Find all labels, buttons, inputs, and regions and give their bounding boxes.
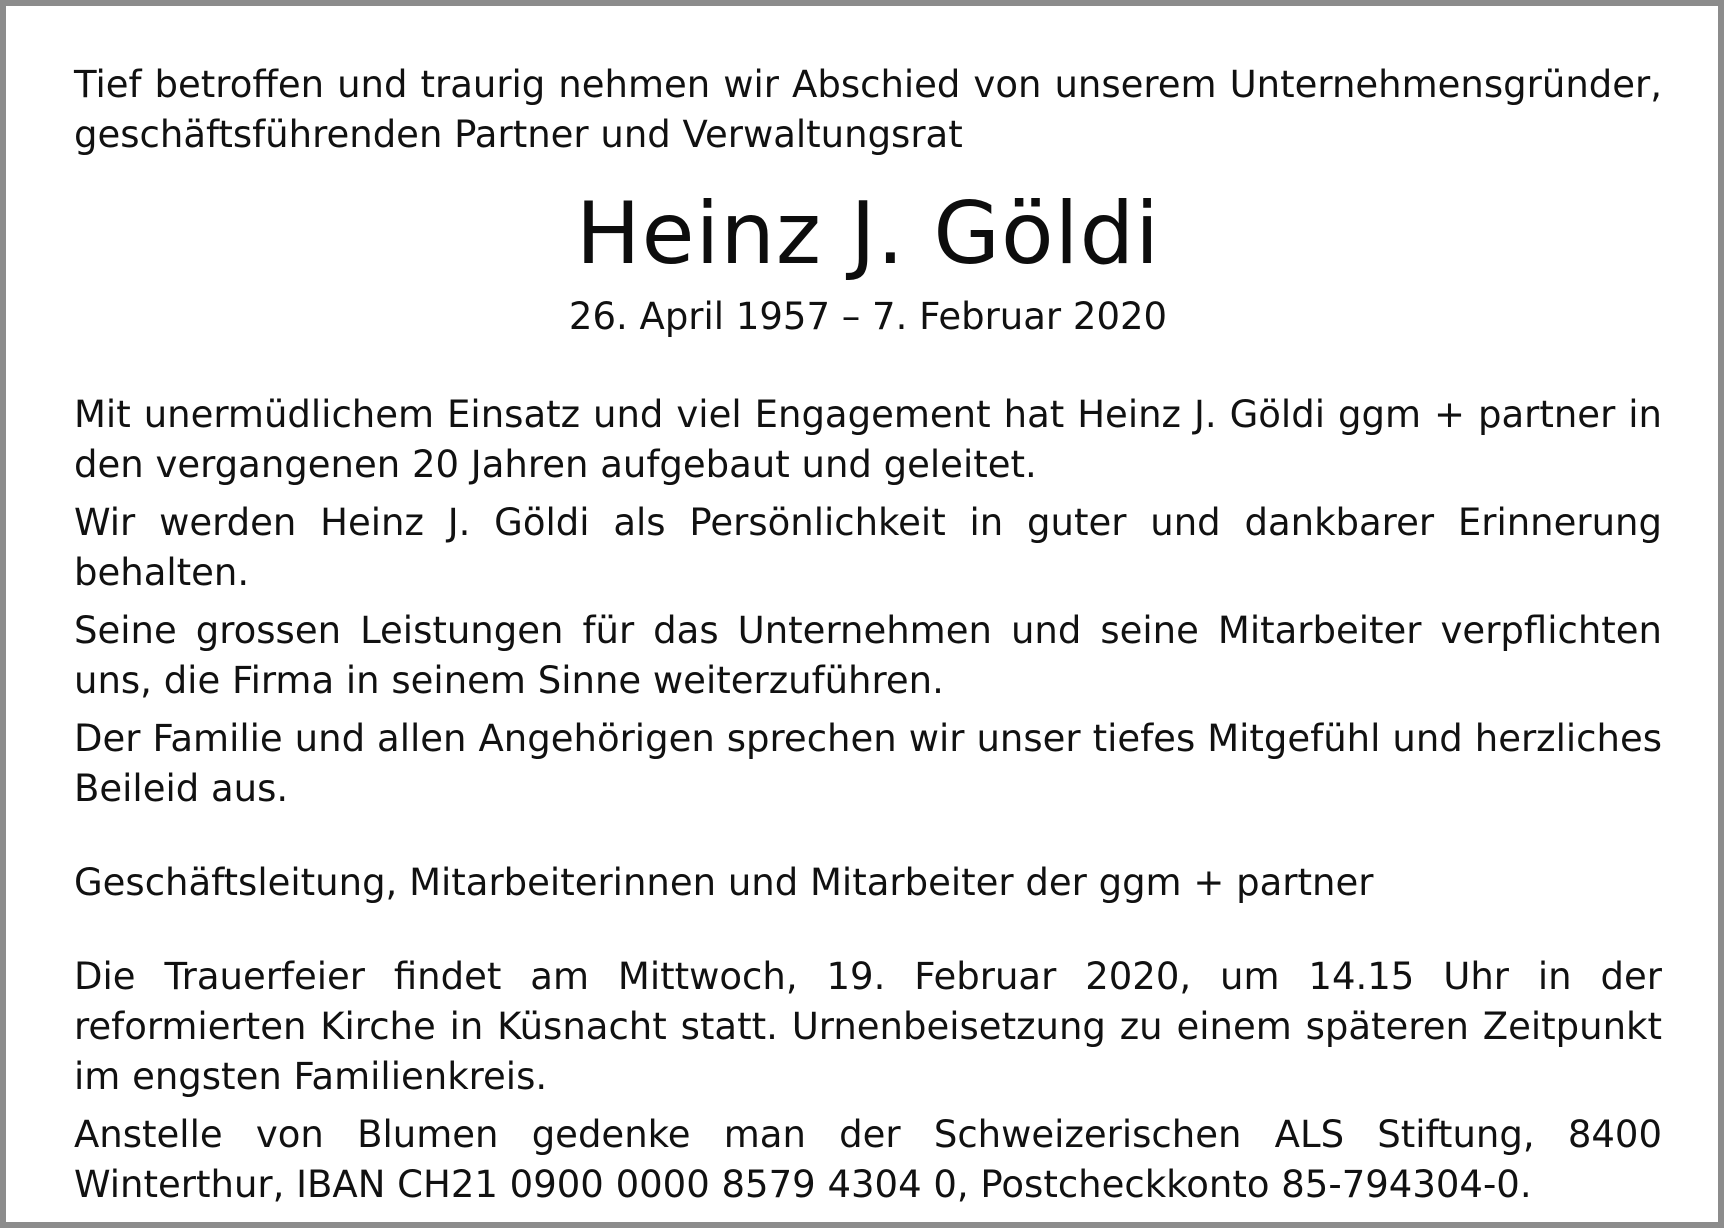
- deceased-name: Heinz J. Göldi: [575, 184, 1161, 284]
- life-dates: 26. April 1957 – 7. Februar 2020: [568, 295, 1168, 338]
- ceremony-info: Die Trauerfeier findet am Mittwoch, 19. Februar 2020, um 14.15 Uhr in der reformierten Kirche in Küsnacht statt. Urnenbeisetzung zu einem späteren Zeitpunkt im engsten Familienkreis.: [74, 955, 1662, 1098]
- donation-info: Anstelle von Blumen gedenke man der Schweizerischen ALS Stiftung, 8400 Winterthur, IBAN CH21 0900 0000 8579 4304 0, Postcheckkonto 85-794304-0.: [74, 1113, 1662, 1206]
- signature-line: Geschäftsleitung, Mitarbeiterinnen und Mitarbeiter der ggm + partner: [74, 861, 1374, 904]
- obituary-content: [74, 60, 1662, 1210]
- intro-text: Tief betroffen und traurig nehmen wir Abschied von unserem Unternehmensgründer, geschäftsführenden Partner und Verwaltungsrat: [74, 63, 1662, 156]
- tribute-paragraph: Wir werden Heinz J. Göldi als Persönlichkeit in guter und dankbarer Erinnerung behalten.: [74, 501, 1662, 594]
- tribute-paragraph: Der Familie und allen Angehörigen sprechen wir unser tiefes Mitgefühl und herzliches Beileid aus.: [74, 717, 1662, 810]
- tribute-paragraph: Mit unermüdlichem Einsatz und viel Engagement hat Heinz J. Göldi ggm + partner in den vergangenen 20 Jahren aufgebaut und geleitet.: [74, 393, 1662, 486]
- tribute-paragraph: Seine grossen Leistungen für das Unternehmen und seine Mitarbeiter verpflichten uns, die Firma in seinem Sinne weiterzuführen.: [74, 609, 1662, 702]
